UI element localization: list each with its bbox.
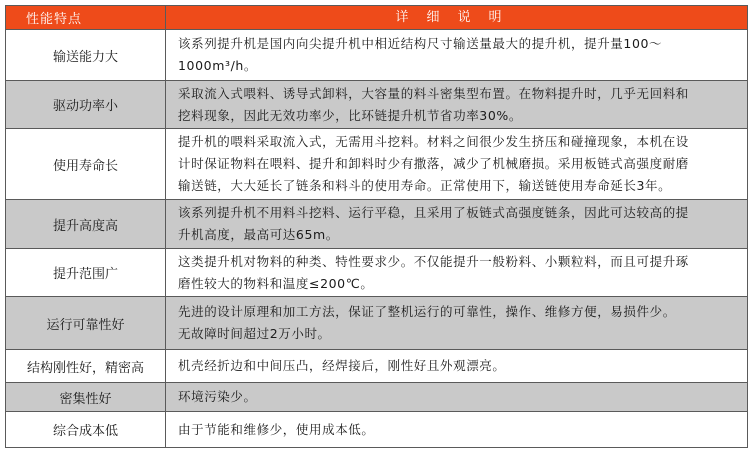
feature-cell: 运行可靠性好	[6, 297, 166, 349]
detail-cell: 先进的设计原理和加工方法，保证了整机运行的可靠性，操作、维修方便，易损件少。 无故障时间超过2万小时。	[178, 304, 676, 341]
feature-table	[5, 5, 748, 448]
table-row	[6, 297, 747, 350]
detail-cell: 该系列提升机不用料斗挖料、运行平稳，且采用了板链式高强度链条，因此可达较高的提 升机高度，最高可达65m。	[178, 205, 689, 242]
table-row	[6, 249, 747, 297]
table-row	[6, 81, 747, 129]
detail-cell: 该系列提升机是国内向尖提升机中相近结构尺寸输送量最大的提升机，提升量100～ 1000m³/h。	[178, 36, 663, 73]
feature-cell: 密集性好	[6, 383, 166, 411]
detail-cell: 由于节能和维修少，使用成本低。	[178, 421, 375, 437]
table-row	[6, 129, 747, 200]
header-detail: 详细说明	[395, 9, 520, 25]
feature-cell: 输送能力大	[6, 30, 166, 80]
table-row	[6, 350, 747, 383]
feature-cell: 驱动功率小	[6, 81, 166, 128]
header-feature: 性能特点	[6, 6, 166, 29]
feature-cell: 结构刚性好，精密高	[6, 350, 166, 382]
feature-cell: 提升范围广	[6, 249, 166, 296]
detail-cell: 这类提升机对物料的种类、特性要求少。不仅能提升一般粉料、小颗粒料，而且可提升琢 磨性较大的物料和温度≤200℃。	[178, 253, 689, 291]
detail-cell: 机壳经折边和中间压凸，经焊接后，刚性好且外观漂亮。	[178, 358, 506, 373]
feature-cell: 综合成本低	[6, 412, 166, 447]
detail-cell: 环境污染少。	[178, 389, 257, 404]
feature-cell: 提升高度高	[6, 200, 166, 248]
feature-cell: 使用寿命长	[6, 129, 166, 199]
table-row	[6, 383, 747, 412]
table-row	[6, 30, 747, 81]
detail-cell: 采取流入式喂料、诱导式卸料，大容量的料斗密集型布置。在物料提升时，几乎无回料和 挖料现象，因此无效功率少，比环链提升机节省功率30%。	[178, 85, 689, 123]
detail-cell: 提升机的喂料采取流入式，无需用斗挖料。材料之间很少发生挤压和碰撞现象，本机在设 计时保证物料在喂料、提升和卸料时少有撒落，减少了机械磨损。采用板链式高强度耐磨 输送链，大大延长了链条和料斗的使用寿命。正常使用下，输送链使用寿命延长3年。	[178, 134, 689, 193]
table-row	[6, 200, 747, 249]
table-row	[6, 412, 747, 447]
table-header	[6, 6, 747, 30]
